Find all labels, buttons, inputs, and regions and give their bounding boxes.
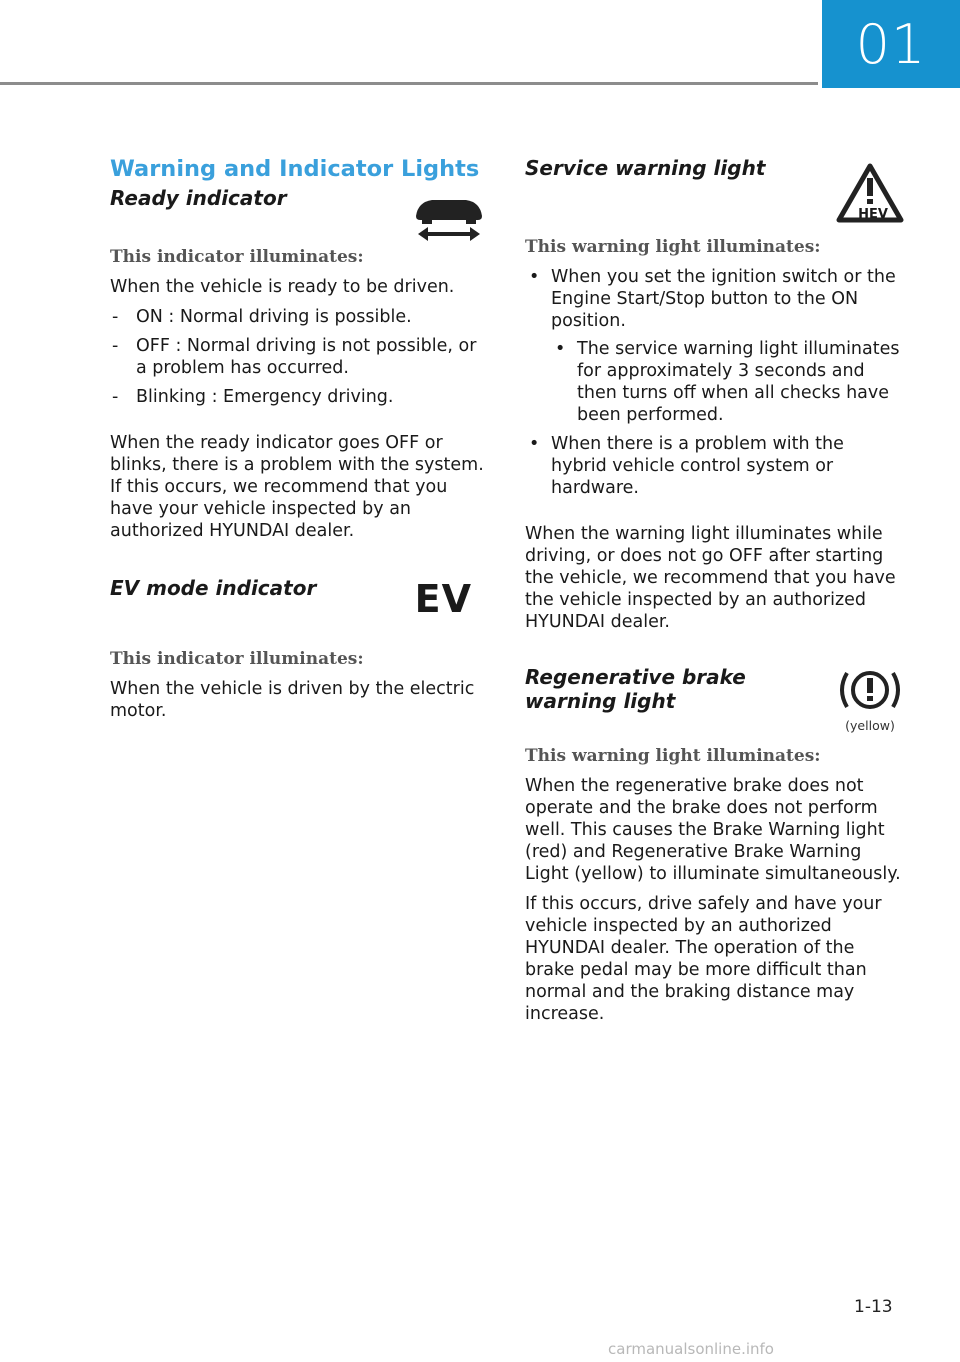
service-heading xyxy=(525,156,905,236)
right-column xyxy=(525,156,905,1033)
list-item xyxy=(525,266,905,426)
page-number: 1-13 xyxy=(854,1297,893,1317)
ev-icon: EV xyxy=(414,577,472,621)
list-item: - Blinking : Emergency driving. xyxy=(110,386,490,408)
regen-title: Regenerative brake warning light xyxy=(525,665,746,713)
section-title: Warning and Indicator Lights xyxy=(110,156,480,182)
service-icon-text: HEV xyxy=(858,207,888,222)
ready-states xyxy=(110,306,490,408)
ready-title: Ready indicator xyxy=(110,186,287,210)
service-lead: This warning light illuminates: xyxy=(525,237,821,257)
list-item: • When there is a problem with the hybrid vehicle control system or hardware. xyxy=(525,433,905,499)
bullet-text: When you set the ignition switch or the Engine Start/Stop button to the ON position. xyxy=(551,267,896,331)
ev-lead: This indicator illuminates: xyxy=(110,649,364,669)
ready-intro: When the vehicle is ready to be driven. xyxy=(110,277,455,297)
ready-car-icon xyxy=(408,190,490,246)
service-conditions xyxy=(525,266,905,499)
ready-heading xyxy=(110,186,490,246)
brake-warning-icon xyxy=(835,665,905,715)
brake-icon-caption: (yellow) xyxy=(845,718,895,733)
ready-lead: This indicator illuminates: xyxy=(110,247,364,267)
regen-lead: This warning light illuminates: xyxy=(525,746,821,766)
header-rule xyxy=(0,82,818,85)
service-title: Service warning light xyxy=(525,156,766,180)
ev-heading xyxy=(110,576,490,648)
ready-note: When the ready indicator goes OFF or blinks, there is a problem with the system. If this occurs, we recommend that you have your vehicle inspected by an authorized HYUNDAI dealer. xyxy=(110,433,484,541)
service-sublist xyxy=(551,338,905,426)
service-note: When the warning light illuminates while driving, or does not go OFF after starting the vehicle, we recommend that you have the vehicle inspected by an authorized HYUNDAI dealer. xyxy=(525,524,896,632)
ev-title: EV mode indicator xyxy=(110,576,317,600)
regen-p2: If this occurs, drive safely and have your vehicle inspected by an authorized HYUNDAI dealer. The operation of the brake pedal may be more difficult than normal and the braking distance may increase. xyxy=(525,894,882,1024)
chapter-tab: 01 xyxy=(822,0,960,88)
watermark: carmanualsonline.info xyxy=(608,1340,774,1358)
list-item: • The service warning light illuminates for approximately 3 seconds and then turns off when all checks have been performed. xyxy=(551,338,905,426)
list-item: - ON : Normal driving is possible. xyxy=(110,306,490,328)
regen-heading xyxy=(525,665,905,745)
left-column xyxy=(110,158,490,730)
regen-p1: When the regenerative brake does not operate and the brake does not perform well. This causes the Brake Warning light (red) and Regenerative Brake Warning Light (yellow) to illuminate simultaneously. xyxy=(525,776,901,884)
list-item: - OFF : Normal driving is not possible, or a problem has occurred. xyxy=(110,335,490,379)
ev-text: When the vehicle is driven by the electric motor. xyxy=(110,679,475,721)
